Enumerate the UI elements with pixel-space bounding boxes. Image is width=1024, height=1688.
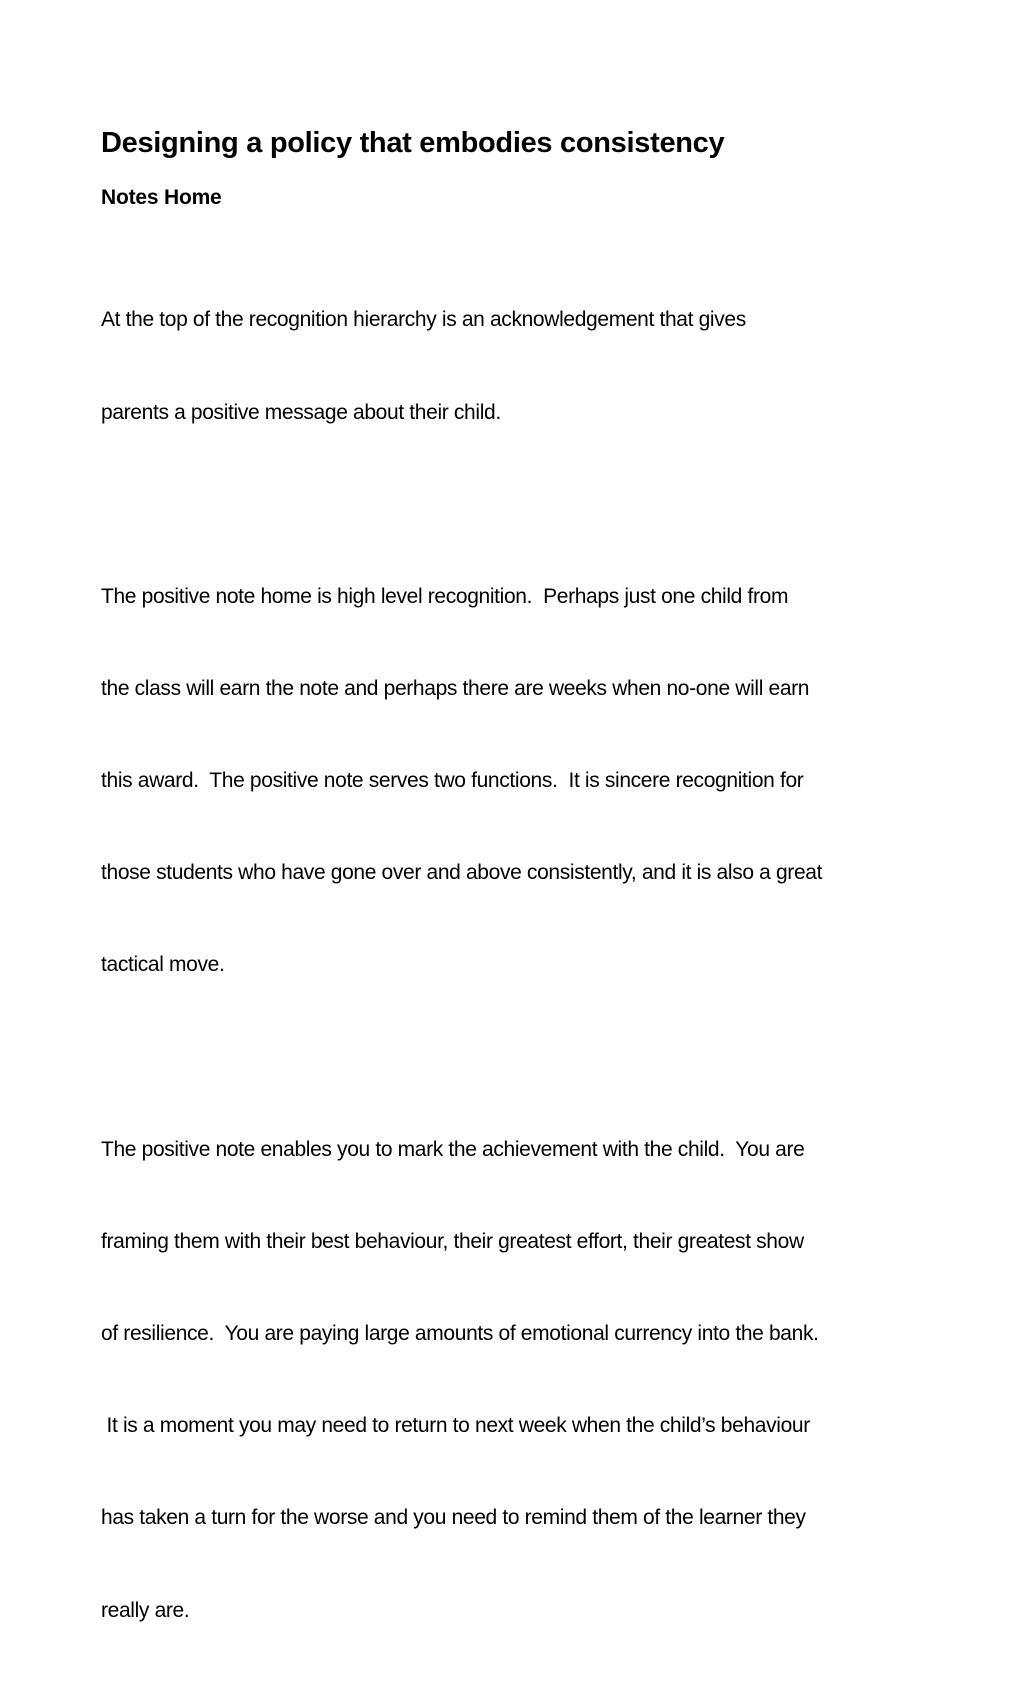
paragraph-line: framing them with their best behaviour, their greatest effort, their greatest show [101,1230,804,1254]
paragraph-2 [101,521,951,1043]
paragraph-line: The positive note home is high level recognition. Perhaps just one child from [101,585,789,609]
slide-title: Designing a policy that embodies consistency [101,127,725,159]
paragraph-line: really are. [101,1598,190,1622]
paragraph-line: has taken a turn for the worse and you need to remind them of the learner they [101,1506,806,1530]
slide-content [101,123,951,1688]
paragraph-line: parents a positive message about their child. [101,400,501,424]
paragraph-3 [101,1074,951,1688]
section-heading: Notes Home [101,186,222,209]
paragraph-line: the class will earn the note and perhaps there are weeks when no-one will earn [101,677,810,701]
paragraph-line: The positive note enables you to mark the achievement with the child. You are [101,1137,805,1161]
paragraph-line: tactical move. [101,953,225,977]
paragraph-line: It is a moment you may need to return to next week when the child’s behaviour [101,1414,810,1438]
paragraph-line: this award. The positive note serves two functions. It is sincere recognition for [101,769,804,793]
paragraph-line: those students who have gone over and above consistently, and it is also a great [101,861,823,885]
paragraph-1 [101,244,951,490]
paragraph-line: At the top of the recognition hierarchy is an acknowledgement that gives [101,308,746,332]
paragraph-line: of resilience. You are paying large amounts of emotional currency into the bank. [101,1322,819,1346]
